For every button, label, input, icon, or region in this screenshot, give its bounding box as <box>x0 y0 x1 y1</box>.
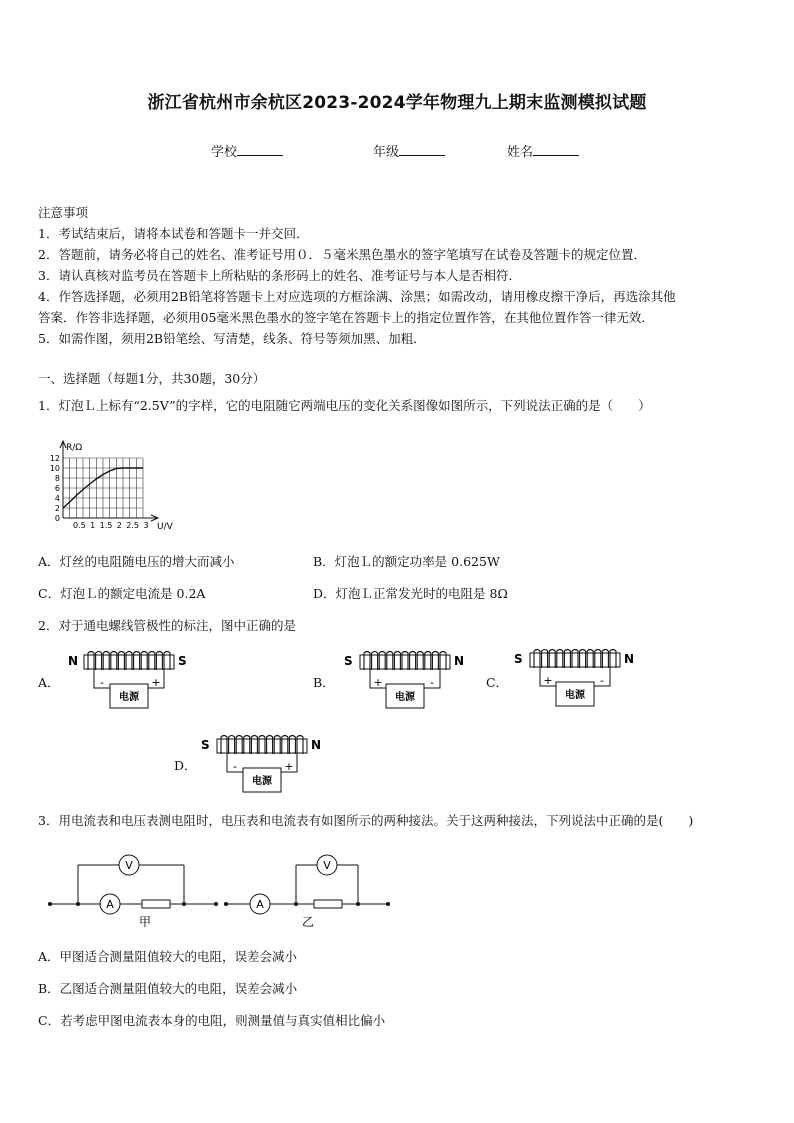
section-heading: 一、选择题（每题1分，共30题，30分） <box>38 371 266 386</box>
grade-label: 年级 <box>373 145 400 160</box>
pole-left: S <box>201 738 210 752</box>
power-label: 电源 <box>252 776 272 787</box>
q3-option-a[interactable]: A．甲图适合测量阻值较大的电阻，误差会减小 <box>38 949 298 964</box>
node-dot <box>182 902 186 906</box>
school-blank[interactable] <box>237 144 283 156</box>
solenoid-core <box>84 655 174 669</box>
x-tick-label: 0.5 <box>72 521 86 530</box>
q1-stem: 1．灯泡Ｌ上标有“2.5V”的字样，它的电阻随它两端电压的变化关系图像如图所示，下列说法正确的是（ ） <box>38 398 651 413</box>
q1-option-c[interactable]: C．灯泡Ｌ的额定电流是 0.2A <box>38 586 206 601</box>
pole-left: S <box>344 654 353 668</box>
q3-option-b[interactable]: B．乙图适合测量阻值较大的电阻，误差会减小 <box>38 981 298 996</box>
node-dot <box>224 902 228 906</box>
y-axis-label: R/Ω <box>66 443 83 453</box>
q1-chart <box>35 432 185 536</box>
node-dot <box>48 902 52 906</box>
voltmeter-label-yi: V <box>323 859 331 872</box>
power-label: 电源 <box>395 692 415 703</box>
y-tick-label: 4 <box>54 494 60 503</box>
sign-left: + <box>373 676 383 689</box>
page-title: 浙江省杭州市余杭区2023-2024学年物理九上期末监测模拟试题 <box>147 93 647 113</box>
name-blank[interactable] <box>533 144 579 156</box>
x-tick-label: 1.5 <box>99 521 113 530</box>
notice-item-2: 2．答题前，请务必将自己的姓名、准考证号用０．５毫米黑色墨水的签字笔填写在试卷及答题卡的规定位置． <box>38 247 646 262</box>
pole-right: N <box>311 738 322 752</box>
school-field[interactable] <box>211 141 283 160</box>
name-label: 姓名 <box>507 145 534 160</box>
node-dot <box>356 902 360 906</box>
q2-option-b-label[interactable]: B． <box>313 675 335 690</box>
sign-right: + <box>151 676 161 689</box>
q2-figure-b[interactable] <box>342 648 472 716</box>
solenoid-core <box>530 653 620 667</box>
solenoid-core <box>360 655 450 669</box>
x-tick-label: 3 <box>143 521 149 530</box>
x-tick-label: 2 <box>116 521 122 530</box>
q2-option-c-label[interactable]: C． <box>486 675 509 690</box>
name-field[interactable] <box>507 141 579 160</box>
power-label: 电源 <box>119 692 139 703</box>
node-dot <box>294 902 298 906</box>
y-tick-label: 8 <box>54 474 60 483</box>
sign-left: + <box>543 674 553 687</box>
node-dot <box>76 902 80 906</box>
sign-right: - <box>430 676 434 689</box>
q2-option-a-label[interactable]: A． <box>38 675 60 690</box>
sign-left: - <box>100 676 104 689</box>
notice-item-4: 4．作答选择题，必须用2B铅笔将答题卡上对应选项的方框涂满、涂黑；如需改动，请用橡皮擦干净后，再选涂其他 <box>38 289 676 304</box>
x-tick-label: 1 <box>90 521 96 530</box>
power-label: 电源 <box>565 690 585 701</box>
circuit-jia <box>50 855 216 914</box>
pole-right: S <box>178 654 187 668</box>
y-tick-label: 12 <box>49 454 60 463</box>
solenoid-core <box>217 739 307 753</box>
grade-field[interactable] <box>373 141 445 160</box>
grade-blank[interactable] <box>399 144 445 156</box>
pole-left: N <box>68 654 79 668</box>
pole-left: S <box>514 652 523 666</box>
sign-left: - <box>233 760 237 773</box>
sign-right: - <box>600 674 604 687</box>
q2-option-d-label[interactable]: D． <box>174 758 197 773</box>
ammeter-label-jia: A <box>106 898 114 911</box>
ammeter-label-yi: A <box>256 898 264 911</box>
q2-figure-a[interactable] <box>66 648 196 716</box>
q2-figure-c[interactable] <box>512 646 642 714</box>
node-dot <box>386 902 390 906</box>
pole-right: N <box>454 654 465 668</box>
notice-item-3: 3．请认真核对监考员在答题卡上所粘贴的条形码上的姓名、准考证号与本人是否相符． <box>38 268 521 283</box>
circuit-yi <box>226 855 388 914</box>
notice-item-5: 5．如需作图，须用2B铅笔绘、写清楚，线条、符号等须加黑、加粗． <box>38 331 426 346</box>
x-axis-label: U/V <box>157 522 173 532</box>
q3-stem: 3．用电流表和电压表测电阻时，电压表和电流表有如图所示的两种接法。关于这两种接法，下列说法中正确的是( ) <box>38 813 694 828</box>
y-tick-label: 10 <box>49 464 60 473</box>
fig-jia-label: 甲 <box>138 915 152 929</box>
sign-right: + <box>284 760 294 773</box>
school-label: 学校 <box>211 145 238 160</box>
pole-right: N <box>624 652 635 666</box>
q1-option-d[interactable]: D．灯泡Ｌ正常发光时的电阻是 8Ω <box>313 586 508 601</box>
notice-item-1: 1．考试结束后，请将本试卷和答题卡一并交回． <box>38 226 309 241</box>
y-tick-label: 0 <box>54 514 60 523</box>
fig-yi-label: 乙 <box>301 915 315 929</box>
y-tick-label: 2 <box>54 504 60 513</box>
notice-heading: 注意事项 <box>38 205 89 220</box>
q1-option-b[interactable]: B．灯泡Ｌ的额定功率是 0.625W <box>313 554 500 569</box>
notice-item-4-cont: 答案．作答非选择题，必须用05毫米黑色墨水的签字笔在答题卡上的指定位置作答，在其他位置作答一律无效． <box>38 310 654 325</box>
x-tick-label: 2.5 <box>126 521 140 530</box>
node-dot <box>214 902 218 906</box>
q1-option-a[interactable]: A．灯丝的电阻随电压的增大而减小 <box>38 554 235 569</box>
q2-figure-d[interactable] <box>199 732 329 800</box>
y-tick-label: 6 <box>54 484 60 493</box>
q2-stem: 2．对于通电螺线管极性的标注，图中正确的是 <box>38 618 296 633</box>
voltmeter-label-jia: V <box>125 859 133 872</box>
q3-circuits <box>48 850 393 932</box>
q3-option-c[interactable]: C．若考虑甲图电流表本身的电阻，则测量值与真实值相比偏小 <box>38 1013 386 1028</box>
